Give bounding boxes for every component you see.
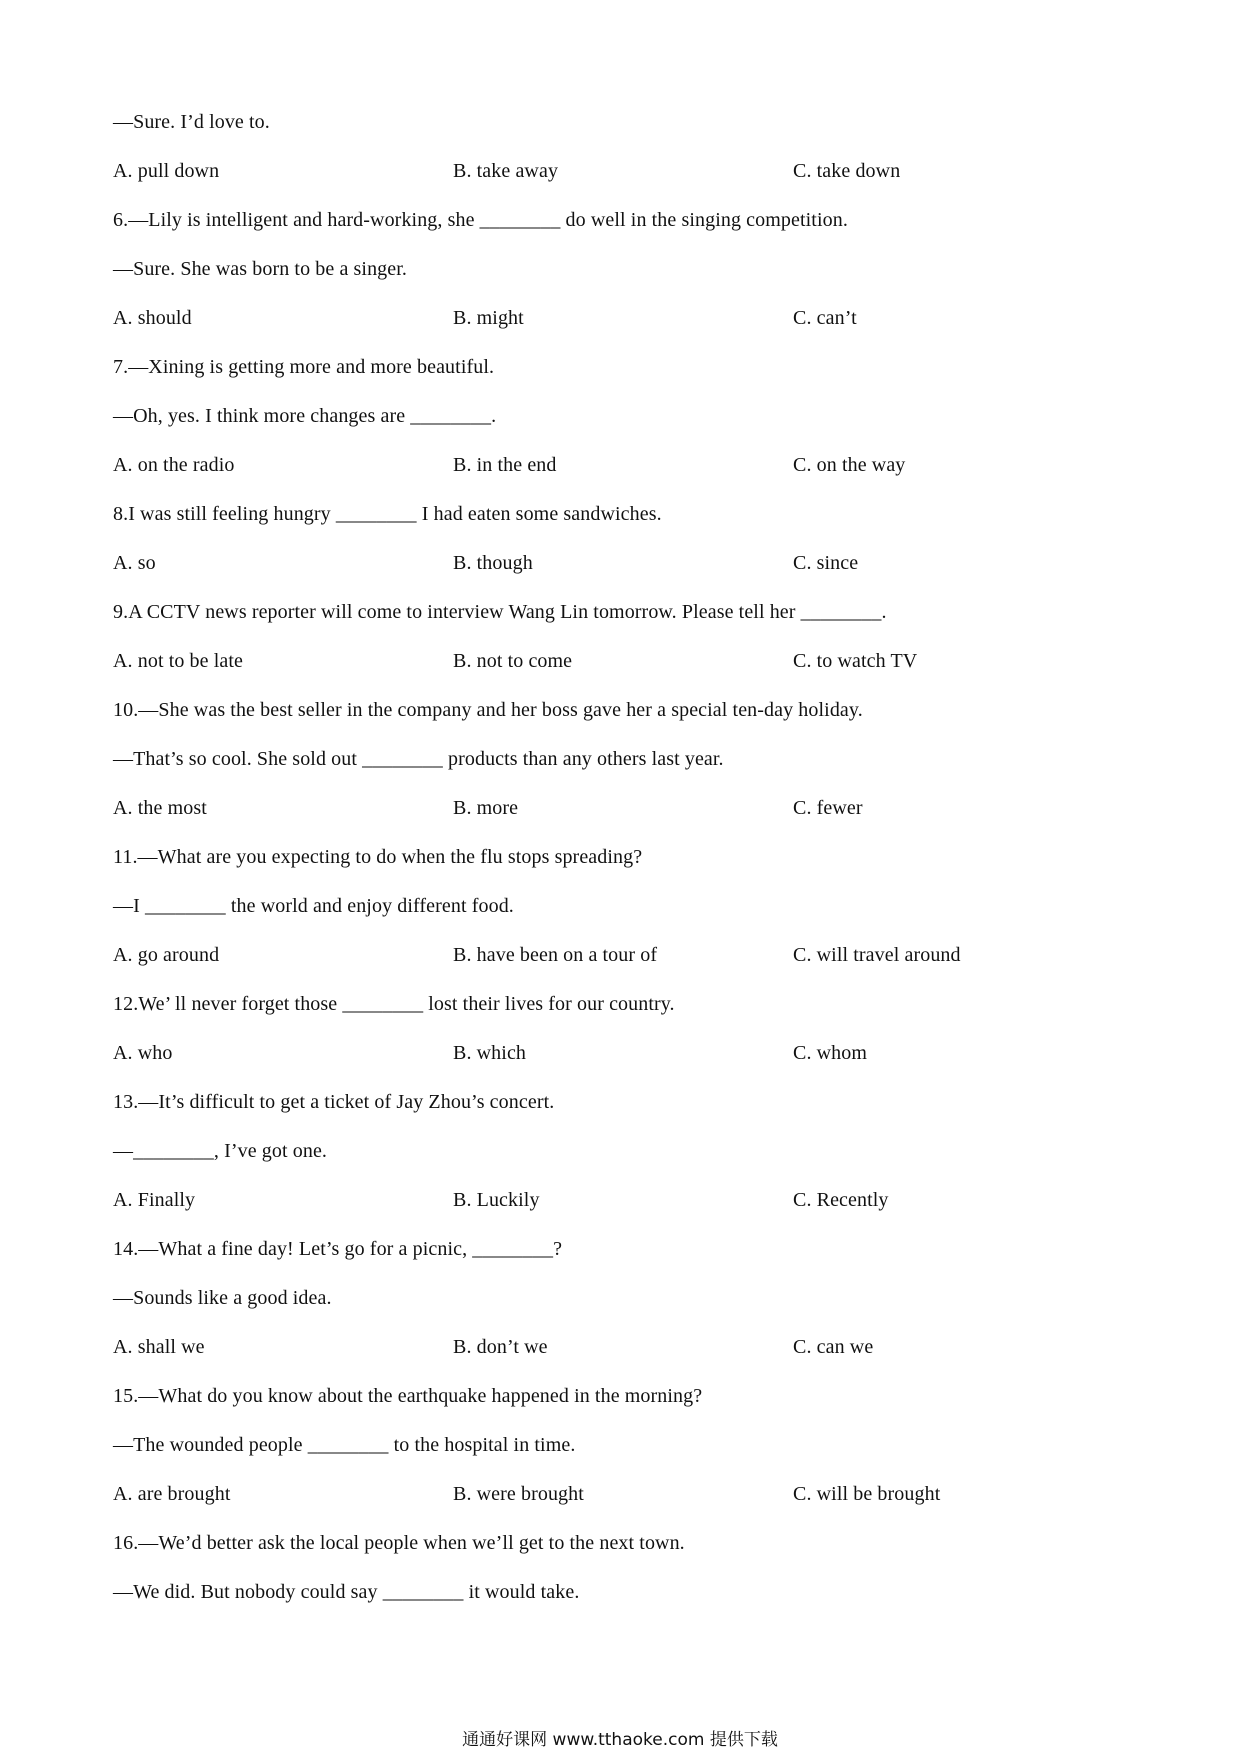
text-line: —Sounds like a good idea. [113,1287,332,1309]
option-c: C. Recently [793,1189,889,1211]
option-c: C. take down [793,160,901,182]
option-b: B. more [453,797,519,819]
answer-options [113,1176,1133,1225]
answer-options [113,637,1133,686]
option-a: A. pull down [113,160,220,182]
option-a: A. go around [113,944,220,966]
option-b: B. don’t we [453,1336,548,1358]
text-line: —I ________ the world and enjoy different food. [113,895,514,917]
option-a: A. shall we [113,1336,205,1358]
text-line: 12.We’ ll never forget those ________ lost their lives for our country. [113,993,675,1015]
answer-options [113,1323,1133,1372]
text-line: 10.—She was the best seller in the company and her boss gave her a special ten-day holiday. [113,699,863,721]
text-line: —We did. But nobody could say ________ it would take. [113,1581,580,1603]
option-c: C. since [793,552,859,574]
option-b: B. not to come [453,650,573,672]
text-line: —That’s so cool. She sold out ________ products than any others last year. [113,748,724,770]
text-line: 14.—What a fine day! Let’s go for a picnic, ________? [113,1238,563,1260]
option-b: B. have been on a tour of [453,944,658,966]
text-line: —Oh, yes. I think more changes are ________. [113,405,497,427]
option-c: C. to watch TV [793,650,918,672]
answer-options [113,1470,1133,1519]
text-line: —Sure. She was born to be a singer. [113,258,408,280]
option-b: B. might [453,307,524,329]
text-line: —The wounded people ________ to the hospital in time. [113,1434,576,1456]
answer-options [113,147,1133,196]
option-c: C. can we [793,1336,874,1358]
option-c: C. will travel around [793,944,961,966]
answer-options [113,1029,1133,1078]
text-line: 11.—What are you expecting to do when the flu stops spreading? [113,846,643,868]
option-c: C. on the way [793,454,906,476]
option-c: C. whom [793,1042,868,1064]
answer-options [113,784,1133,833]
option-a: A. should [113,307,192,329]
answer-options [113,441,1133,490]
text-line: 15.—What do you know about the earthquake happened in the morning? [113,1385,703,1407]
option-a: A. are brought [113,1483,231,1505]
answer-options [113,539,1133,588]
text-line: 13.—It’s difficult to get a ticket of Jay Zhou’s concert. [113,1091,555,1113]
option-a: A. the most [113,797,207,819]
text-line: 6.—Lily is intelligent and hard-working, she ________ do well in the singing competition. [113,209,848,231]
answer-options [113,931,1133,980]
option-a: A. Finally [113,1189,196,1211]
option-a: A. who [113,1042,173,1064]
text-line: 7.—Xining is getting more and more beautiful. [113,356,495,378]
option-a: A. not to be late [113,650,244,672]
option-a: A. so [113,552,156,574]
option-b: B. though [453,552,533,574]
option-b: B. Luckily [453,1189,540,1211]
question-content [113,98,1133,1617]
option-c: C. will be brought [793,1483,941,1505]
text-line: —Sure. I’d love to. [113,111,270,133]
text-line: 16.—We’d better ask the local people when we’ll get to the next town. [113,1532,685,1554]
text-line: 9.A CCTV news reporter will come to interview Wang Lin tomorrow. Please tell her ________. [113,601,887,623]
option-b: B. which [453,1042,527,1064]
text-line: —________, I’ve got one. [113,1140,328,1162]
option-b: B. take away [453,160,559,182]
option-c: C. fewer [793,797,863,819]
page-footer: 通通好课网 www.tthaoke.com 提供下载 [462,1730,778,1750]
option-a: A. on the radio [113,454,235,476]
answer-options [113,294,1133,343]
text-line: 8.I was still feeling hungry ________ I had eaten some sandwiches. [113,503,662,525]
option-c: C. can’t [793,307,857,329]
option-b: B. in the end [453,454,557,476]
option-b: B. were brought [453,1483,584,1505]
